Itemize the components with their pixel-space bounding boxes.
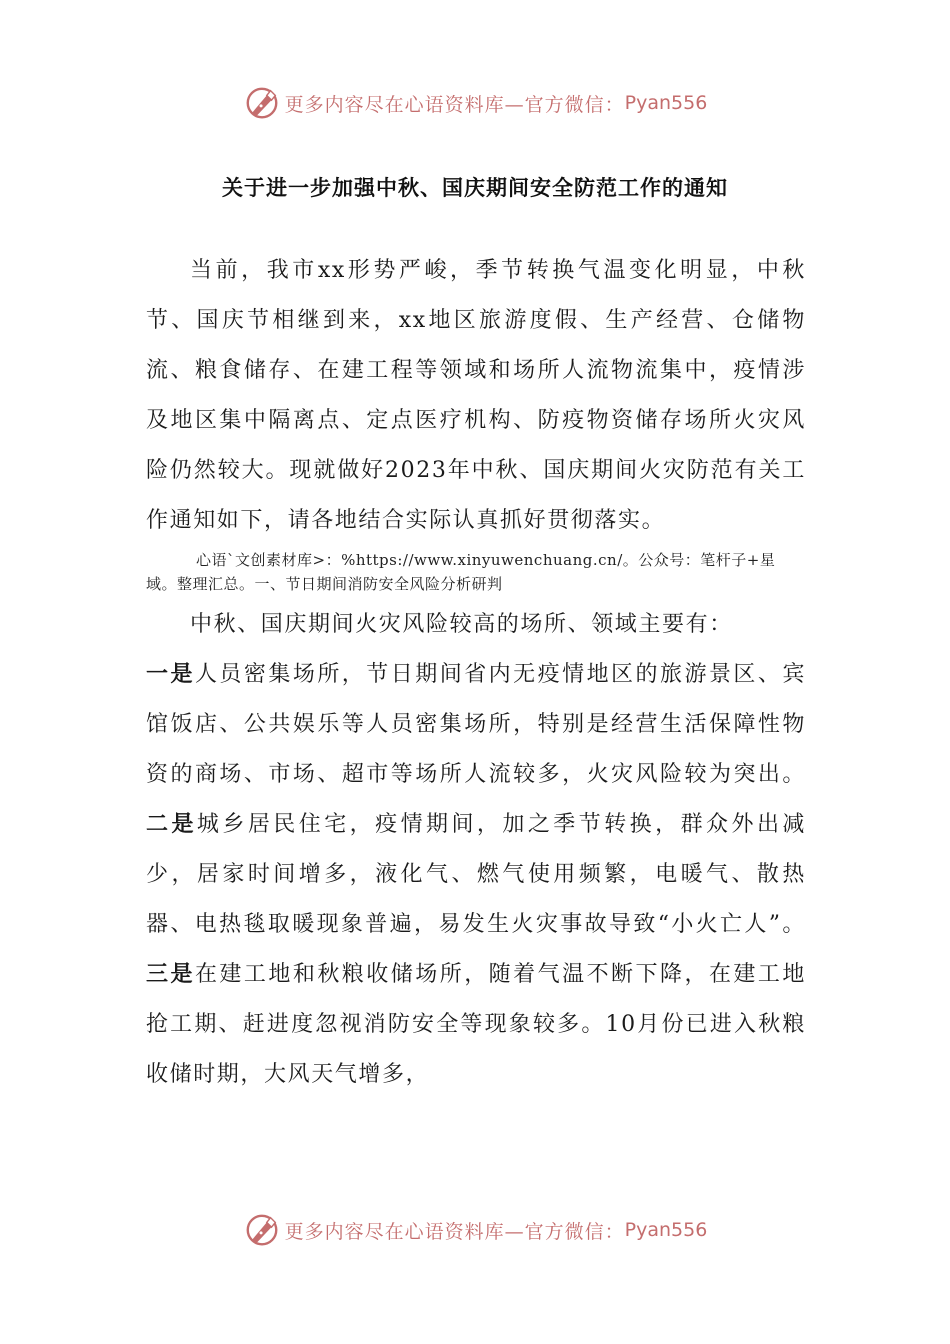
point-label-first: 一是 bbox=[146, 662, 195, 687]
point-label-third: 三是 bbox=[146, 962, 195, 987]
paragraph-risk-summary: 中秋、国庆期间火灾风险较高的场所、领域主要有： bbox=[190, 612, 733, 637]
document-title: 关于进一步加强中秋、国庆期间安全防范工作的通知 bbox=[222, 176, 728, 200]
paragraph-intro: 当前，我市xx形势严峻，季节转换气温变化明显，中秋节、国庆节相继到来，xx地区旅游度假、生产经营、仓储物流、粮食储存、在建工程等领域和场所人流物流集中，疫情涉及地区集中隔离点、定点医疗机构、防疫物资储存场所火灾风险仍然较大。现就做好2023年中秋、国庆期间火灾防范有关工作通知如下，请各地结合实际认真抓好贯彻落实。 bbox=[146, 258, 806, 533]
pen-nib-logo-icon bbox=[243, 1211, 281, 1249]
banner-wechat-handle: Pyan556 bbox=[624, 92, 708, 114]
banner-text: 更多内容尽在心语资料库—官方微信： bbox=[284, 1220, 625, 1243]
banner-wechat-handle: Pyan556 bbox=[624, 1219, 708, 1241]
banner-text: 更多内容尽在心语资料库—官方微信： bbox=[284, 93, 625, 116]
source-note: 心语`文创素材库>：%https://www.xinyuwenchuang.cn/。公众号：笔杆子+星域。整理汇总。一、节日期间消防安全风险分析研判 bbox=[146, 551, 776, 593]
header-watermark-banner bbox=[0, 78, 950, 128]
paragraph-risk-details bbox=[146, 650, 806, 1100]
point-text-third: 在建工地和秋粮收储场所，随着气温不断下降，在建工地抢工期、赶进度忽视消防安全等现象较多。10月份已进入秋粮收储时期，大风天气增多， bbox=[146, 962, 806, 1087]
pen-nib-logo-icon bbox=[243, 84, 281, 122]
point-label-second: 二是 bbox=[146, 812, 197, 837]
document-body bbox=[146, 246, 806, 1100]
point-text-first: 人员密集场所，节日期间省内无疫情地区的旅游景区、宾馆饭店、公共娱乐等人员密集场所，特别是经营生活保障性物资的商场、市场、超市等场所人流较多，火灾风险较为突出。 bbox=[146, 662, 806, 787]
footer-watermark-banner bbox=[0, 1205, 950, 1255]
point-text-second: 城乡居民住宅，疫情期间，加之季节转换，群众外出减少，居家时间增多，液化气、燃气使用频繁，电暖气、散热器、电热毯取暖现象普遍，易发生火灾事故导致“小火亡人”。 bbox=[146, 812, 807, 937]
